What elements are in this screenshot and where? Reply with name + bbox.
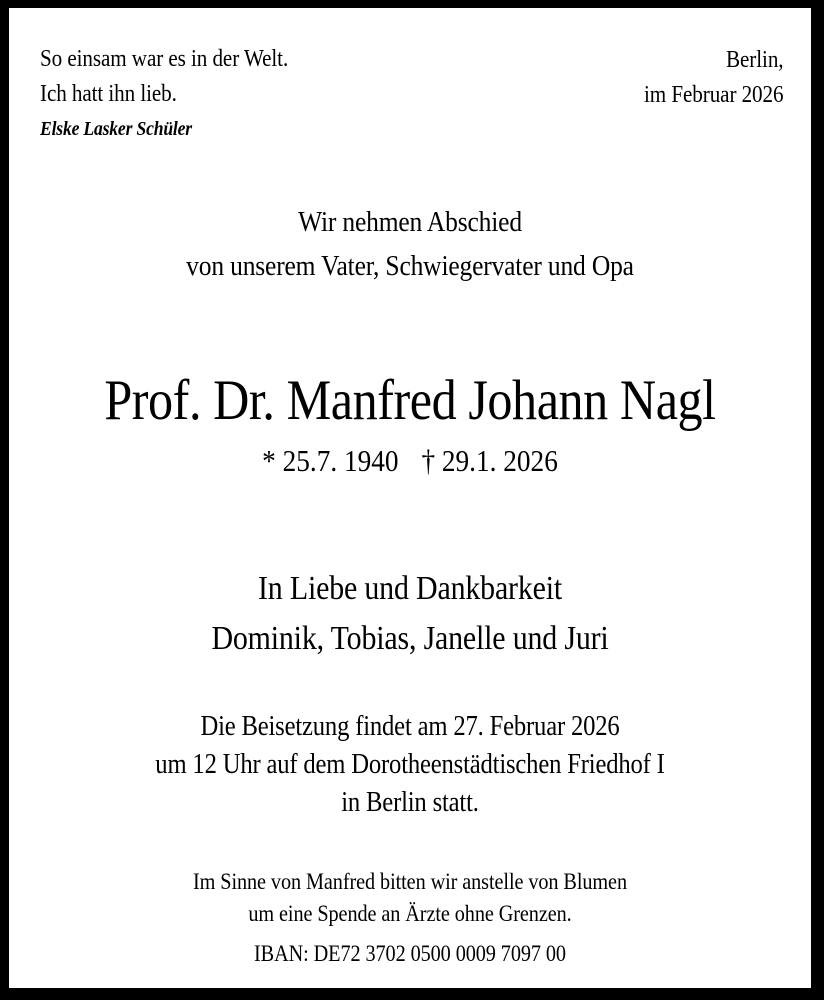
- donation-iban: IBAN: DE72 3702 0500 0009 7097 00: [254, 941, 566, 966]
- death-date: 29.1. 2026: [441, 443, 558, 478]
- quote-line-2: Ich hatt ihn lieb.: [40, 81, 177, 107]
- quote-author: Elske Lasker Schüler: [40, 118, 192, 140]
- obituary-card: [9, 8, 811, 988]
- service-line-2: um 12 Uhr auf dem Dorotheenstädtischen Friedhof I: [155, 749, 665, 780]
- birth-date: 25.7. 1940: [282, 443, 399, 478]
- deceased-name: Prof. Dr. Manfred Johann Nagl: [104, 369, 716, 432]
- birth-symbol: *: [262, 443, 276, 478]
- farewell-line-1: Wir nehmen Abschied: [298, 206, 522, 238]
- service-line-1: Die Beisetzung findet am 27. Februar 2026: [200, 711, 620, 742]
- mourners-names: Dominik, Tobias, Janelle und Juri: [211, 620, 609, 657]
- death-symbol: †: [421, 443, 436, 478]
- service-block: [9, 708, 811, 822]
- donation-line-1: Im Sinne von Manfred bitten wir anstelle von Blumen: [193, 869, 627, 894]
- mourners-block: [9, 564, 811, 664]
- date-label: im Februar 2026: [643, 82, 783, 108]
- deceased-block: [9, 370, 811, 484]
- donation-block: [9, 866, 811, 970]
- mourners-intro: In Liebe und Dankbarkeit: [257, 570, 563, 607]
- donation-line-2: um eine Spende an Ärzte ohne Grenzen.: [248, 901, 572, 926]
- farewell-line-2: von unserem Vater, Schwiegervater und Opa: [186, 250, 634, 282]
- place-label: Berlin,: [725, 47, 783, 73]
- life-dates: [9, 438, 811, 484]
- farewell-block: [9, 200, 811, 288]
- notice-header: [40, 42, 783, 145]
- quotation-block: [40, 42, 322, 145]
- quote-line-1: So einsam war es in der Welt.: [40, 46, 289, 72]
- service-line-3: in Berlin statt.: [341, 787, 479, 818]
- place-date-block: [625, 42, 783, 113]
